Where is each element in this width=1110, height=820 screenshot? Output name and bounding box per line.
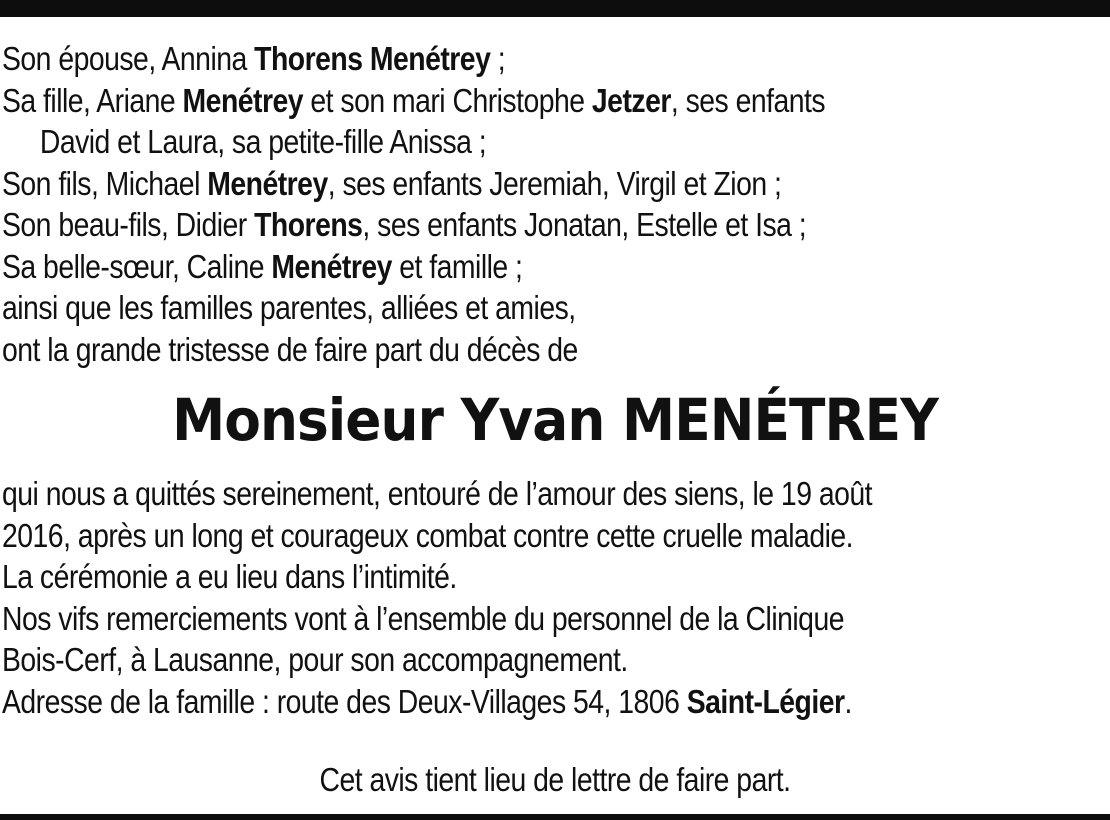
- family-line-sister-in-law: [2, 246, 951, 288]
- family-line-daughter: [2, 80, 951, 122]
- family-surname: Menétrey: [207, 164, 328, 202]
- family-surname: Jetzer: [591, 81, 671, 119]
- details-line: [2, 556, 951, 598]
- family-text: ont la grande tristesse de faire part du décès de: [2, 330, 578, 368]
- family-surname: Thorens: [254, 206, 363, 243]
- family-surname: Menétrey: [182, 81, 304, 119]
- details-text: Nos vifs remerciements vont à l’ensemble du personnel de la Clinique: [2, 599, 844, 637]
- family-line-announcement: [2, 329, 951, 371]
- family-line-son: [2, 163, 951, 205]
- family-address-line: [2, 681, 951, 723]
- family-text: Sa fille, Ariane: [2, 81, 183, 119]
- details-text: Adresse de la famille : route des Deux-Villages 54, 1806: [2, 682, 687, 720]
- details-line: [2, 639, 951, 681]
- family-text: ;: [490, 40, 506, 77]
- family-list: [2, 38, 1106, 370]
- address-locality: Saint-Légier: [686, 682, 845, 720]
- details-text: .: [844, 682, 852, 720]
- family-text: David et Laura, sa petite-fille Anissa ;: [39, 123, 487, 160]
- family-surname: Menétrey: [271, 247, 392, 285]
- details-line: [2, 598, 951, 640]
- notice-details: [2, 473, 1106, 722]
- family-text: Sa belle-sœur, Caline: [2, 247, 272, 285]
- family-text: et famille ;: [391, 247, 523, 285]
- family-text: Son beau-fils, Didier: [2, 206, 255, 243]
- details-text: Bois-Cerf, à Lausanne, pour son accompagnement.: [2, 641, 628, 678]
- family-text: ainsi que les familles parentes, alliées et amies,: [2, 289, 576, 326]
- family-surname: Thorens Menétrey: [254, 40, 491, 77]
- family-line-spouse: [2, 38, 951, 80]
- family-text: , ses enfants Jeremiah, Virgil et Zion ;: [327, 164, 782, 202]
- family-line-stepson: [2, 204, 951, 246]
- top-rule: [0, 0, 1110, 17]
- footer-note: Cet avis tient lieu de lettre de faire part.: [319, 761, 791, 798]
- details-text: 2016, après un long et courageux combat contre cette cruelle maladie.: [2, 516, 854, 554]
- details-text: qui nous a quittés sereinement, entouré de l’amour des siens, le 19 août: [2, 475, 872, 512]
- details-text: La cérémonie a eu lieu dans l’intimité.: [2, 558, 457, 595]
- details-line: [2, 515, 951, 557]
- family-text: , ses enfants: [670, 81, 826, 119]
- family-line-relatives: [2, 287, 951, 329]
- family-text: Son épouse, Annina: [2, 40, 255, 77]
- family-line-grandchildren: [2, 121, 951, 163]
- family-text: , ses enfants Jonatan, Estelle et Isa ;: [362, 206, 807, 243]
- details-line: [2, 473, 951, 515]
- family-text: Son fils, Michael: [2, 164, 208, 202]
- family-text: et son mari Christophe: [303, 81, 592, 119]
- bottom-rule: [0, 814, 1110, 820]
- deceased-name-title: Monsieur Yvan MENÉTREY: [172, 386, 938, 454]
